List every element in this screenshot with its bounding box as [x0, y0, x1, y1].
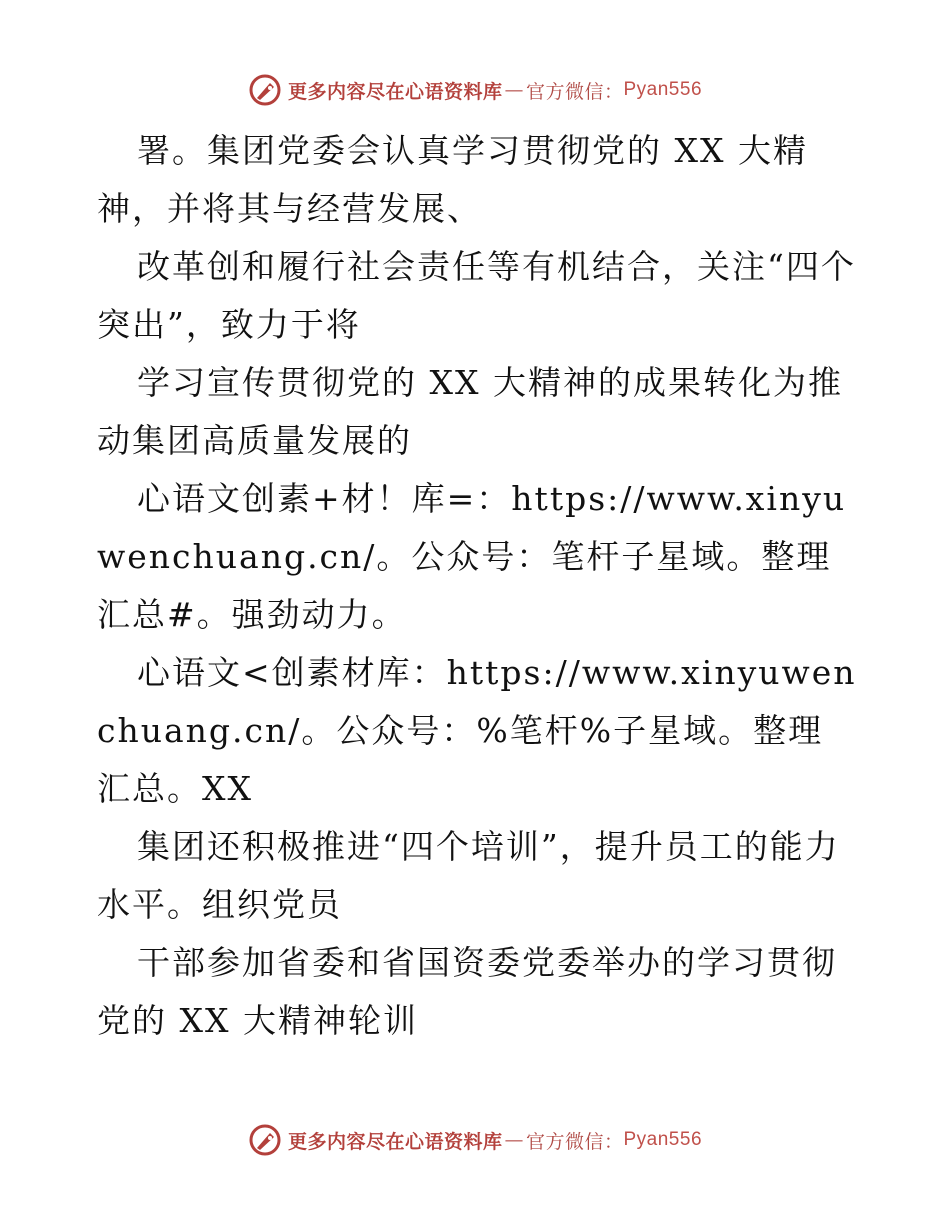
pen-nib-circle-icon	[248, 73, 282, 107]
banner-wechat-id: Pyan556	[623, 1129, 703, 1150]
banner-separator: —	[504, 79, 524, 101]
banner-main-text: 更多内容尽在心语资料库	[287, 1130, 503, 1153]
banner-wechat-label: 官方微信：	[525, 80, 624, 103]
paragraph: 署。集团党委会认真学习贯彻党的 XX 大精神，并将其与经营发展、	[97, 131, 808, 228]
paragraph: 学习宣传贯彻党的 XX 大精神的成果转化为推动集团高质量发展的	[97, 363, 843, 460]
document-body	[97, 122, 857, 1050]
paragraph: 干部参加省委和省国资委党委举办的学习贯彻党的 XX 大精神轮训	[97, 943, 837, 1040]
banner-wechat-id: Pyan556	[623, 79, 703, 100]
paragraph: 改革创和履行社会责任等有机结合，关注“四个突出”，致力于将	[97, 247, 856, 344]
banner-separator: —	[504, 1129, 524, 1151]
banner-main-text: 更多内容尽在心语资料库	[287, 80, 503, 103]
paragraph: 心语文创素+材！库=：https://www.xinyuwenchuang.cn/。公众号：笔杆子星域。整理汇总#。强劲动力。	[97, 479, 847, 634]
paragraph: 集团还积极推进“四个培训”，提升员工的能力水平。组织党员	[97, 827, 840, 924]
pen-nib-circle-icon	[248, 1123, 282, 1157]
banner-wechat-label: 官方微信：	[525, 1130, 624, 1153]
paragraph: 心语文<创素材库：https://www.xinyuwenchuang.cn/。公众号：%笔杆%子星域。整理汇总。XX	[97, 653, 857, 808]
header-watermark-banner	[0, 70, 950, 110]
footer-watermark-banner	[0, 1120, 950, 1160]
